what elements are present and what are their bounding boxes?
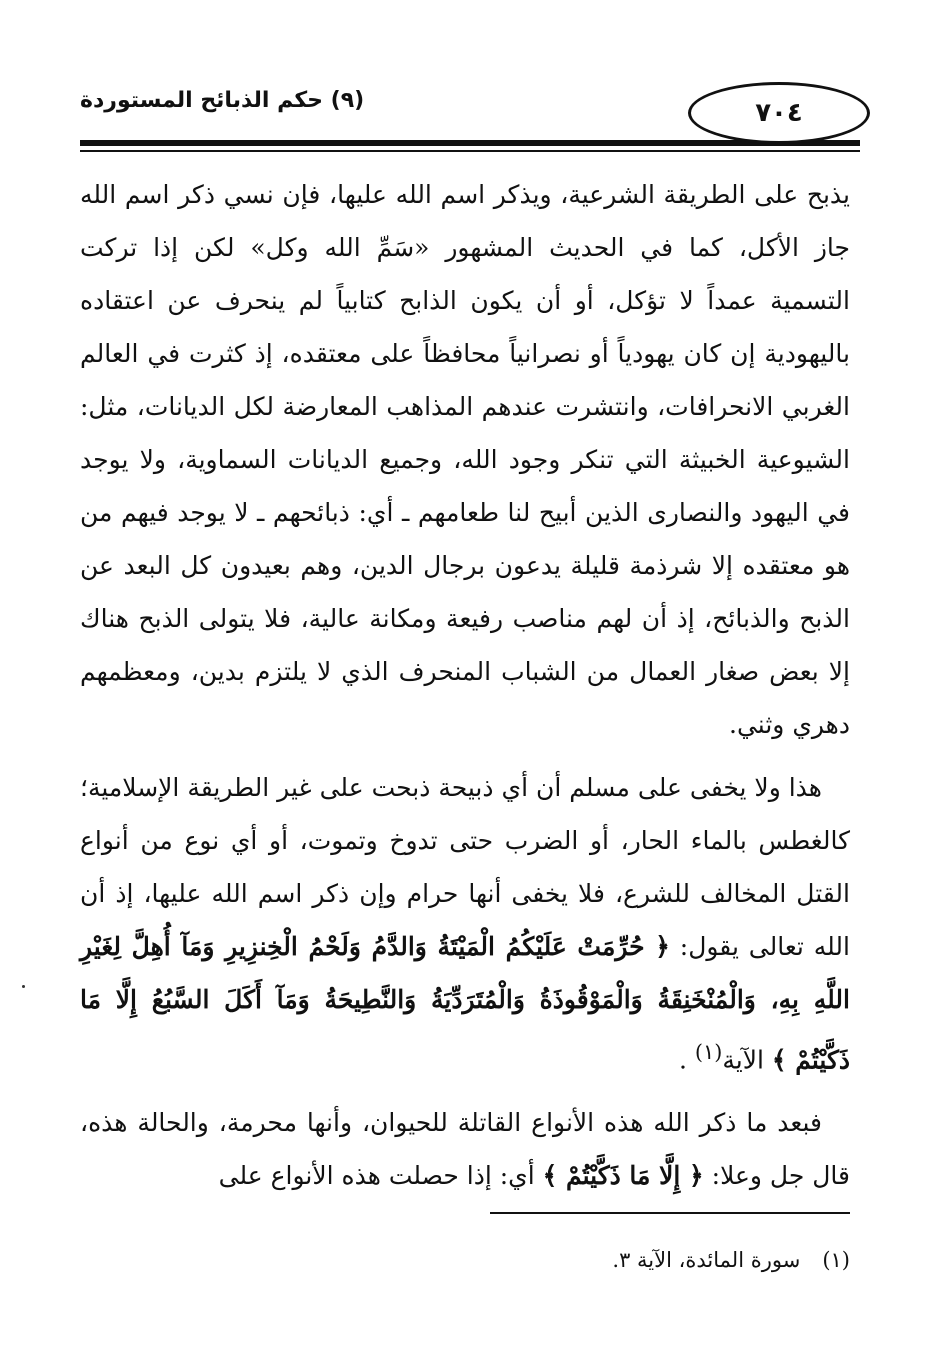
quran-excerpt: ﴿ إِلَّا مَا ذَكَّيْتُمْ ﴾ [542, 1161, 704, 1191]
paragraph-3-outro: أي: إذا حصلت هذه الأنواع على [218, 1161, 535, 1191]
running-title: (٩) حكم الذبائح المستوردة [80, 88, 365, 113]
paragraph-3 [80, 1096, 850, 1202]
quran-verse: ﴿ حُرِّمَتْ عَلَيْكُمُ الْمَيْتَةُ وَالدَّمُ وَلَحْمُ الْخِنزِيرِ وَمَآ أُهِلَّ لِغَيْرِ اللَّهِ بِهِ، وَالْمُنْخَنِقَةُ وَالْمَوْقُوذَةُ وَالْمُتَرَدِّيَةُ وَالنَّطِيحَةُ وَمَآ أَكَلَ السَّبُعُ إِلَّا مَا ذَكَّيْتُمْ ﴾ [80, 932, 850, 1075]
page-number: ٧٠٤ [688, 82, 870, 144]
footnote-separator [490, 1212, 850, 1214]
page-header [70, 70, 850, 150]
paragraph-1: يذبح على الطريقة الشرعية، ويذكر اسم الله عليها، فإن نسي ذكر اسم الله جاز الأكل، كما في الحديث المشهور «سَمِّ الله وكل» لكن إذا تركت التسمية عمداً لا تؤكل، أو أن يكون الذابح كتابياً لم ينحرف عن اعتقاده باليهودية إن كان يهودياً أو نصرانياً محافظاً على معتقده، إذ كثرت في العالم الغربي الانحرافات، وانتشرت عندهم المذاهب المعارضة لكل الديانات، مثل: الشيوعية الخبيثة التي تنكر وجود الله، وجميع الديانات السماوية، ولا يوجد في اليهود والنصارى الذين أبيح لنا طعامهم ـ أي: ذبائحهم ـ لا يوجد فيهم من هو معتقده إلا شرذمة قليلة يدعون برجال الدين، وهم بعيدون كل البعد عن الذبح والذبائح، إذ أن لهم مناصب رفيعة ومكانة عالية، فلا يتولى الذبح هناك إلا بعض صغار العمال من الشباب المنحرف الذي لا يلتزم بدين، ومعظمهم دهري وثني. [80, 180, 850, 739]
margin-speck [22, 985, 25, 988]
paragraph-3-intro: فبعد ما ذكر الله هذه الأنواع القاتلة للحيوان، وأنها محرمة، والحالة هذه، قال جل وعلا: [80, 1108, 850, 1191]
main-text [80, 168, 850, 1202]
footnote-reference[interactable]: (١) [694, 1040, 723, 1064]
footnote [612, 1248, 850, 1272]
footnote-text: سورة المائدة، الآية ٣. [612, 1248, 801, 1272]
paragraph-2-end: . [678, 1045, 687, 1075]
paragraph-2-intro: هذا ولا يخفى على مسلم أن أي ذبيحة ذبحت على غير الطريقة الإسلامية؛ كالغطس بالماء الحار، أو الضرب حتى تدوخ وتموت، أو أي نوع من أنواع القتل المخالف للشرع، فلا يخفى أنها حرام وإن ذكر اسم الله عليها، إذ أن الله تعالى يقول: [80, 773, 850, 961]
footnote-marker: (١) [822, 1248, 850, 1272]
paragraph-2-outro: الآية [722, 1045, 764, 1075]
paragraph-2 [80, 761, 850, 1086]
header-rule-thin [80, 150, 860, 152]
